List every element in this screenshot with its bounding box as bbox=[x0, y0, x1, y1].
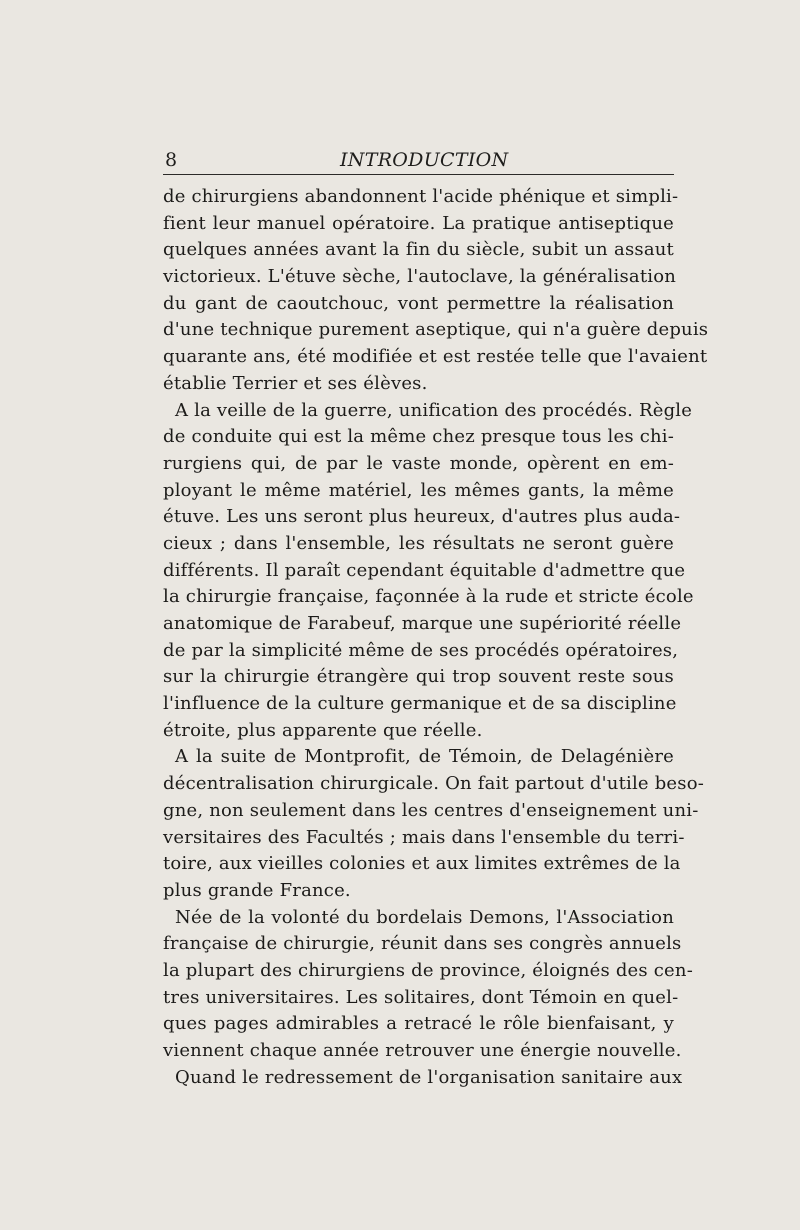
text-line: française de chirurgie, réunit dans ses congrès annuels bbox=[163, 933, 682, 955]
text-line: quelques années avant la fin du siècle, subit un assaut bbox=[163, 239, 674, 261]
text-line: de conduite qui est la même chez presque tous les chi- bbox=[163, 426, 675, 448]
text-line: A la veille de la guerre, unification des procédés. Règle bbox=[175, 399, 693, 421]
text-line: plus grande France. bbox=[163, 879, 351, 901]
text-line: anatomique de Farabeuf, marque une supériorité réelle bbox=[163, 613, 682, 634]
text-line: versitaires des Facultés ; mais dans l'ensemble du terri- bbox=[163, 826, 685, 848]
text-line: fient leur manuel opératoire. La pratique antiseptique bbox=[163, 212, 674, 234]
text-line: ques pages admirables a retracé le rôle bienfaisant, y bbox=[163, 1013, 674, 1035]
text-line: l'influence de la culture germanique et de sa discipline bbox=[163, 693, 677, 715]
text-line: sur la chirurgie étrangère qui trop souvent reste sous bbox=[163, 666, 674, 688]
text-line: d'une technique purement aseptique, qui n'a guère depuis bbox=[163, 319, 709, 341]
text-line: Quand le redressement de l'organisation sanitaire aux bbox=[175, 1066, 683, 1088]
page-number: 8 bbox=[165, 149, 178, 171]
text-line: rurgiens qui, de par le vaste monde, opèrent en em- bbox=[163, 452, 674, 474]
running-header bbox=[163, 146, 674, 175]
text-line: établie Terrier et ses élèves. bbox=[163, 372, 428, 394]
body-text bbox=[163, 184, 709, 1091]
text-line: de par la simplicité même de ses procédés opératoires, bbox=[163, 639, 679, 661]
text-line: décentralisation chirurgicale. On fait partout d'utile beso- bbox=[163, 773, 705, 795]
text-line: la chirurgie française, façonnée à la rude et stricte école bbox=[163, 586, 694, 608]
text-line: la plupart des chirurgiens de province, éloignés des cen- bbox=[163, 959, 693, 981]
text-line: A la suite de Montprofit, de Témoin, de Delagénière bbox=[175, 746, 674, 768]
text-line: Née de la volonté du bordelais Demons, l'Association bbox=[175, 906, 674, 928]
text-line: cieux ; dans l'ensemble, les résultats ne seront guère bbox=[163, 532, 674, 554]
text-line: étuve. Les uns seront plus heureux, d'autres plus auda- bbox=[163, 506, 681, 528]
text-line: toire, aux vieilles colonies et aux limites extrêmes de la bbox=[163, 853, 681, 875]
text-line: tres universitaires. Les solitaires, dont Témoin en quel- bbox=[163, 986, 679, 1008]
text-line: gne, non seulement dans les centres d'enseignement uni- bbox=[163, 799, 699, 821]
text-line: quarante ans, été modifiée et est restée telle que l'avaient bbox=[163, 346, 708, 368]
text-line: viennent chaque année retrouver une énergie nouvelle. bbox=[163, 1040, 682, 1061]
text-line: victorieux. L'étuve sèche, l'autoclave, la généralisation bbox=[163, 266, 677, 288]
text-line: étroite, plus apparente que réelle. bbox=[163, 719, 483, 741]
text-line: différents. Il paraît cependant équitable d'admettre que bbox=[163, 559, 686, 581]
text-line: de chirurgiens abandonnent l'acide phénique et simpli- bbox=[163, 186, 679, 207]
text-line: ployant le même matériel, les mêmes gants, la même bbox=[163, 479, 674, 501]
text-line: du gant de caoutchouc, vont permettre la réalisation bbox=[163, 292, 674, 314]
running-title: INTRODUCTION bbox=[340, 149, 509, 171]
